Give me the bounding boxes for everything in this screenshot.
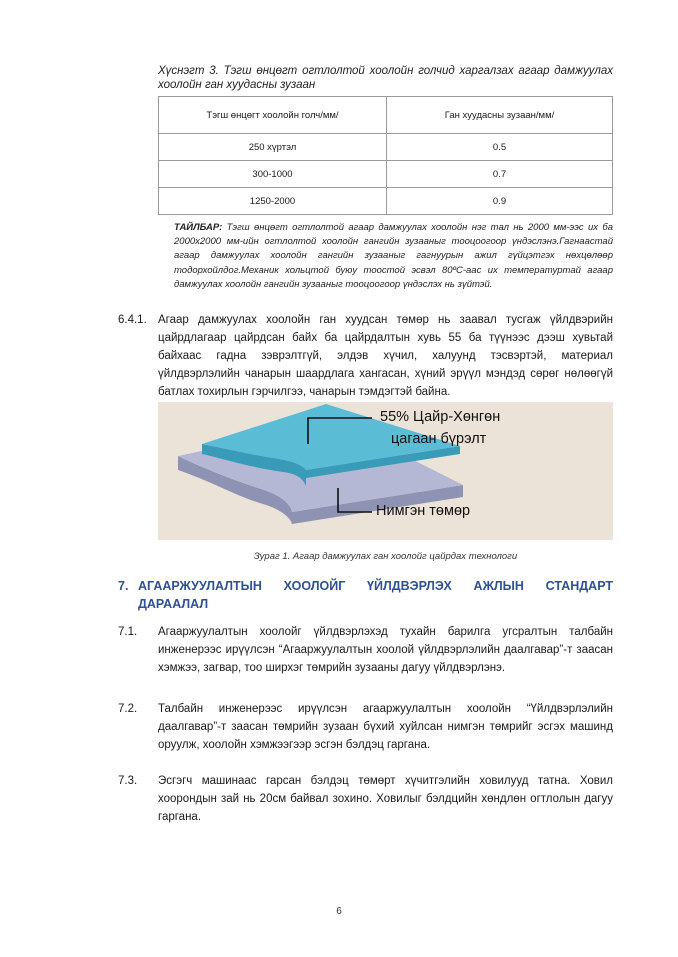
section-paragraph: Агаар дамжуулах хоолойн ган хуудсан төмөр нь заавал тусгаж үйлдвэрийн цайрдлагаар цайрдсан байх ба цайрдалтын хувь 55 ба түүнээс дээш хувьтай байхаас гадна зэврэлтгүй, элдэв хүчил, халуунд тэсвэртэй, материал үйлдвэрлэлийн чанарын шаардлага хангасан, хүний эрүүл мэндэд сөрөг нөлөөгүй батлах тохирлын гэрчилгээ, чанарын тэмдэгтэй байна. xyxy=(158,314,613,398)
item-text: Агааржуулалтын хоолойг үйлдвэрлэхэд тухайн барилга угсралтын талбайн инженерээс ирүүлсэн “Агааржуулалтын хоолой үйлдвэрлэлийн даалгавар”-т заасан хэмжээ, загвар, тоо ширхэг төмрийн зузааны дагуу үйлдвэрлэнэ. xyxy=(158,626,613,674)
table-header-cell: Ган хуудасны зузаан/мм/ xyxy=(387,97,613,134)
coating-label-line2: цагаан бүрэлт xyxy=(391,431,487,447)
thickness-table xyxy=(158,96,613,215)
item-text: Талбайн инженерээс ирүүлсэн агааржуулалтын хоолойн “Үйлдвэрлэлийн даалгавар”-т заасан төмрийн зузаан бүхий хуйлсан нимгэн төмрийг эсгэх машинд оруулж, хоолойн хэмжээгээр эсгэн бэлдэц гаргана. xyxy=(158,703,613,751)
table-row xyxy=(159,188,613,215)
section-heading xyxy=(118,577,613,611)
section-heading-number: 7. xyxy=(118,579,129,593)
page-number: 6 xyxy=(336,906,342,917)
table-row xyxy=(159,161,613,188)
table-cell-thickness: 0.9 xyxy=(387,188,613,215)
section-heading-title: АГААРЖУУЛАЛТЫН ХООЛОЙГ ҮЙЛДВЭРЛЭХ АЖЛЫН СТАНДАРТ ДАРААЛАЛ xyxy=(138,579,613,611)
table-cell-thickness: 0.7 xyxy=(387,161,613,188)
steel-label: Нимгэн төмөр xyxy=(376,503,471,519)
table-cell-thickness: 0.5 xyxy=(387,134,613,161)
item-text: Эсгэгч машинаас гарсан бэлдэц төмөрт хүчитгэлийн ховилууд татна. Ховил хоорондын зай нь 20см байвал зохино. Ховилыг бэлдцийн хөндлөн огтлолын дагуу гаргана. xyxy=(158,775,613,823)
table-caption: Хүснэгт 3. Тэгш өнцөгт огтлолтой хоолойн голчид харгалзах агаар дамжуулах хоолойн ган хуудасны зузаан xyxy=(158,65,613,91)
table-cell-diameter: 1250-2000 xyxy=(159,188,387,215)
item-number: 7.2. xyxy=(118,703,138,715)
figure-caption: Зураг 1. Агаар дамжуулах ган хоолойг цайрдах технологи xyxy=(253,551,518,562)
table-note xyxy=(174,221,613,292)
table-header-row xyxy=(159,97,613,134)
table-cell-diameter: 300-1000 xyxy=(159,161,387,188)
note-text: Тэгш өнцөгт огтлолтой агаар дамжуулах хоолойн нэг тал нь 2000 мм-ээс их ба 2000х2000 мм-ийн огтлолтой хоолойн гангийн зузааныг тооцоогоор үндэслэнэ.Гагнаастай агаар дамжуулах хоолойн гангийн зузааныг гагнуурын ажил гүйцэтгэх нөхцөлөөр тодорхойлдог.Механик хольцтой буюу тоостой эсвэл 80ºС-аас их температуртай агаар дамжуулах хоолойн гангийн зузааныг тооцоогоор үндэслэх нь зүйтэй. xyxy=(174,222,613,290)
item-number: 7.1. xyxy=(118,626,138,638)
item-number: 7.3. xyxy=(118,775,138,787)
table-header-cell: Тэгш өнцөгт хоолойн голч/мм/ xyxy=(159,97,387,134)
coating-label-line1: 55% Цайр-Хөнгөн xyxy=(380,409,501,425)
table-row xyxy=(159,134,613,161)
table-cell-diameter: 250 хүртэл xyxy=(159,134,387,161)
note-label: ТАЙЛБАР: xyxy=(174,222,223,233)
coating-figure xyxy=(158,402,613,540)
section-number: 6.4.1. xyxy=(118,314,147,326)
